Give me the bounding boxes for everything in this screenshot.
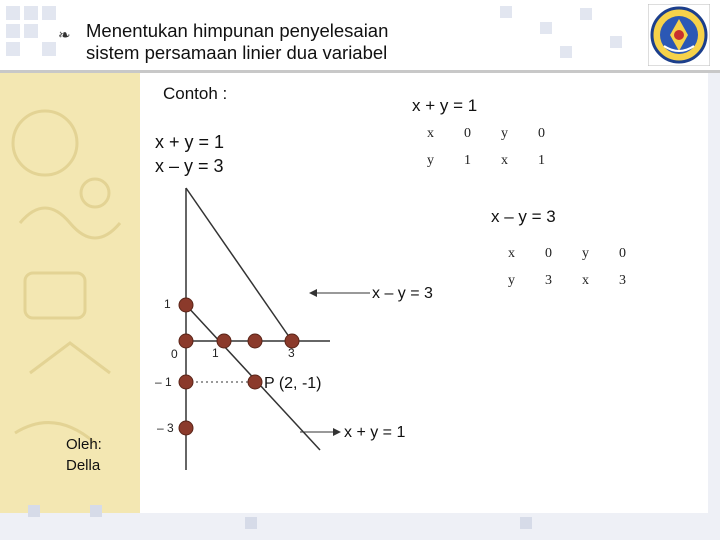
- table-1-heading: x + y = 1: [412, 96, 478, 115]
- table-cell: 0: [538, 125, 545, 141]
- tick-label-y-1: 1: [164, 297, 171, 311]
- tick-label-y-minus-3: – 3: [157, 421, 174, 435]
- page-title-line-2: sistem persamaan linier dua variabel: [86, 42, 388, 63]
- point-x-2: [248, 334, 262, 348]
- table-cell: 1: [538, 152, 545, 168]
- point-origin: [179, 334, 193, 348]
- table-cell: 1: [464, 152, 471, 168]
- table-cell: 0: [619, 245, 626, 261]
- table-cell: x: [582, 272, 589, 288]
- table-cell: x: [501, 152, 508, 168]
- page-title-line-1: Menentukan himpunan penyelesaian: [86, 20, 389, 41]
- example-label: Contoh :: [163, 84, 228, 103]
- table-cell: 3: [545, 272, 552, 288]
- table-2-heading: x – y = 3: [491, 207, 556, 226]
- tick-label-x-3: 3: [288, 346, 295, 360]
- point-y-minus-1: [179, 375, 193, 389]
- point-y-1: [179, 298, 193, 312]
- table-cell: 0: [545, 245, 552, 261]
- table-cell: 0: [464, 125, 471, 141]
- intersection-point-label: P (2, -1): [264, 375, 322, 392]
- tick-label-x-1: 1: [212, 346, 219, 360]
- bullet-icon: ❧: [58, 27, 71, 44]
- table-cell: x: [508, 245, 515, 261]
- line-label-x-minus-y: x – y = 3: [372, 285, 433, 302]
- table-cell: y: [427, 152, 434, 168]
- line-x-minus-y-eq-3: [186, 188, 292, 341]
- table-cell: y: [582, 245, 589, 261]
- point-p: [248, 375, 262, 389]
- author-name: Della: [66, 457, 101, 474]
- equation-2: x – y = 3: [155, 156, 224, 176]
- point-x-1: [217, 334, 231, 348]
- line-label-x-plus-y: x + y = 1: [344, 424, 406, 441]
- table-cell: y: [508, 272, 515, 288]
- author-label: Oleh:: [66, 436, 102, 453]
- equation-1: x + y = 1: [155, 132, 225, 152]
- table-cell: x: [427, 125, 434, 141]
- table-cell: y: [501, 125, 508, 141]
- point-y-minus-3: [179, 421, 193, 435]
- tick-label-origin: 0: [171, 347, 178, 361]
- table-cell: 3: [619, 272, 626, 288]
- tick-label-y-minus-1: – 1: [155, 375, 172, 389]
